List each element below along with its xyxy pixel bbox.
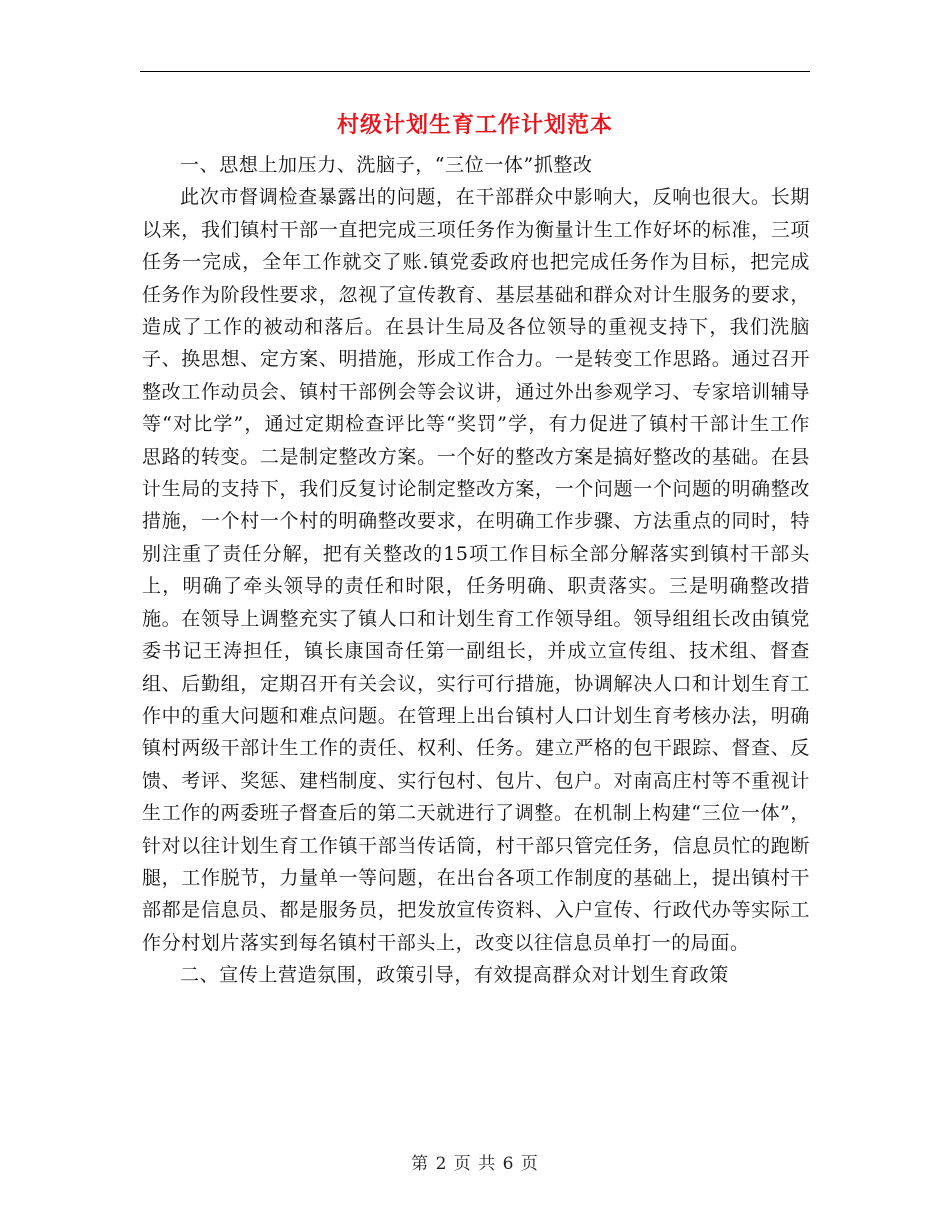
paragraph-heading-2: 二、宣传上营造氛围，政策引导，有效提高群众对计划生育政策 (180, 964, 729, 987)
document-title: 村级计划生育工作计划范本 (336, 112, 613, 138)
document-body (142, 149, 810, 992)
paragraph-body-1: 此次市督调检查暴露出的问题，在干部群众中影响大，反响也很大。长期以来，我们镇村干部一直把完成三项任务作为衡量计生工作好坏的标准，三项任务一完成，全年工作就交了账.镇党委政府也把完成任务作为目标，把完成任务作为阶段性要求，忽视了宣传教育、基层基础和群众对计生服务的要求，造成了工作的被动和落后。在县计生局及各位领导的重视支持下，我们洗脑子、换思想、定方案、明措施，形成工作合力。一是转变工作思路。通过召开整改工作动员会、镇村干部例会等会议讲，通过外出参观学习、专家培训辅导等“对比学”，通过定期检查评比等“奖罚”学，有力促进了镇村干部计生工作思路的转变。二是制定整改方案。一个好的整改方案是搞好整改的基础。在县计生局的支持下，我们反复讨论制定整改方案，一个问题一个问题的明确整改措施，一个村一个村的明确整改要求，在明确工作步骤、方法重点的同时，特别注重了责任分解，把有关整改的15项工作目标全部分解落实到镇村干部头上，明确了牵头领导的责任和时限，任务明确、职责落实。三是明确整改措施。在领导上调整充实了镇人口和计划生育工作领导组。领导组组长改由镇党委书记王涛担任，镇长康国奇任第一副组长，并成立宣传组、技术组、督查组、后勤组，定期召开有关会议，实行可行措施，协调解决人口和计划生育工作中的重大问题和难点问题。在管理上出台镇村人口计划生育考核办法，明确镇村两级干部计生工作的责任、权利、任务。建立严格的包干跟踪、督查、反馈、考评、奖惩、建档制度、实行包村、包片、包户。对南高庄村等不重视计生工作的两委班子督查后的第二天就进行了调整。在机制上构建“三位一体”，针对以往计划生育工作镇干部当传话筒，村干部只管完任务，信息员忙的跑断腿，工作脱节，力量单一等问题，在出台各项工作制度的基础上，提出镇村干部都是信息员、都是服务员，把发放宣传资料、入户宣传、行政代办等实际工作分村划片落实到每名镇村干部头上，改变以往信息员单打一的局面。 (142, 186, 810, 954)
page-number-footer: 第 2 页 共 6 页 (411, 1154, 539, 1174)
paragraph-heading-1: 一、思想上加压力、洗脑子，“三位一体”抓整改 (180, 154, 593, 176)
header-rule (140, 71, 810, 72)
